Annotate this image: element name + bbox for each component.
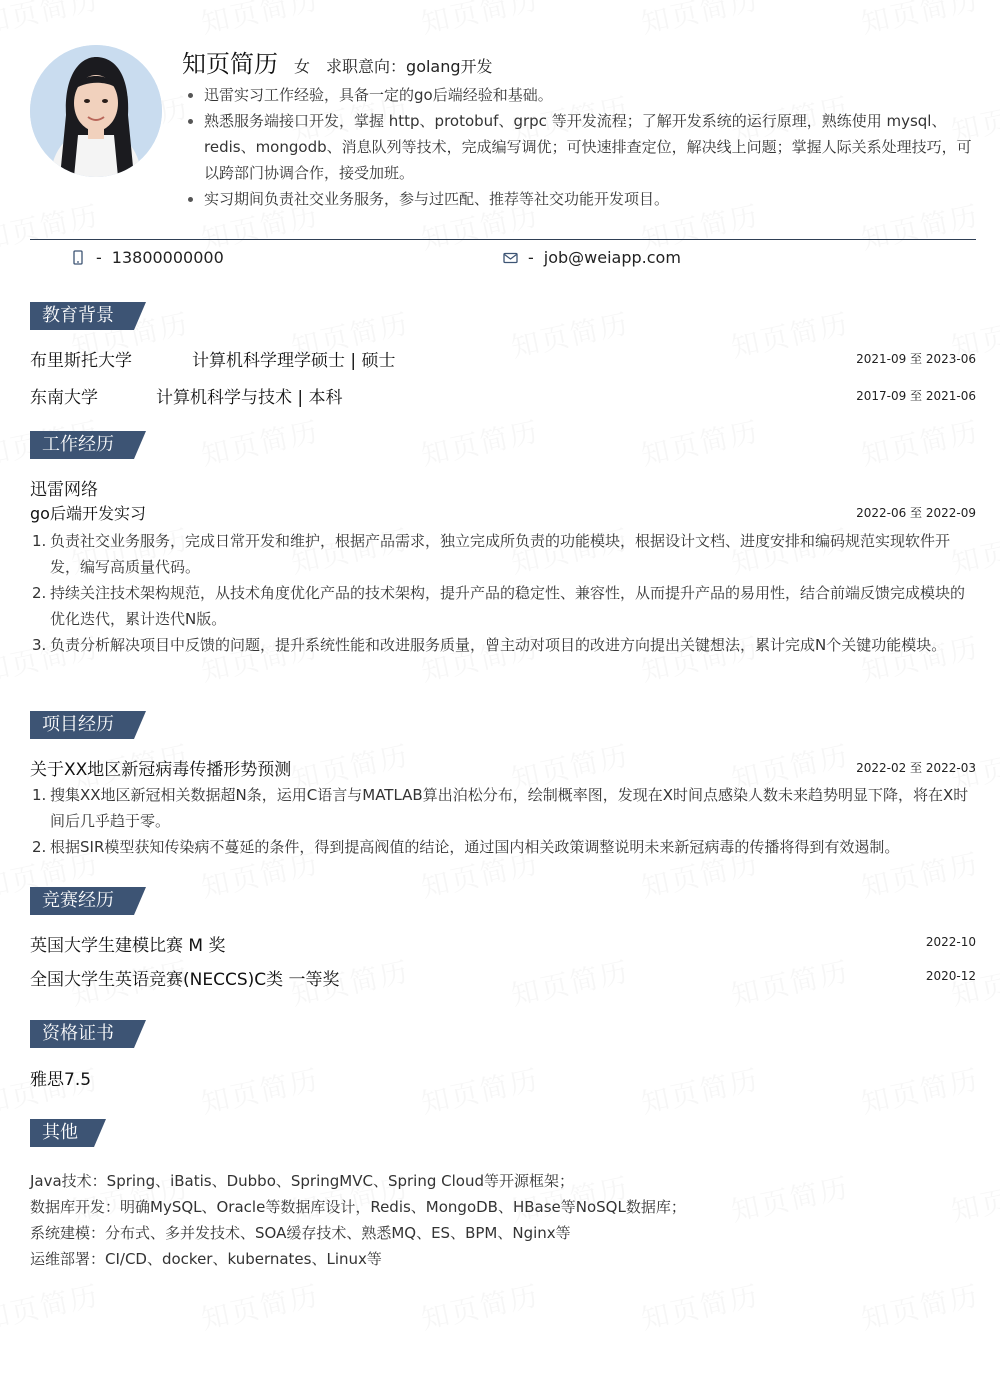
list-item-text: 根据SIR模型获知传染病不蔓延的条件，得到提高阀值的结论，通过国内相关政策调整说明未来新冠病毒的传播将得到有效遏制。	[50, 838, 900, 856]
company-name: 迅雷网络	[30, 480, 98, 500]
section-title-other: 其他	[30, 1119, 94, 1147]
date: 2022-10	[925, 935, 976, 949]
contact-bar	[30, 240, 976, 284]
resume-page	[30, 0, 976, 1268]
phone-contact	[70, 248, 224, 267]
certificate-item: 雅思7.5	[30, 1070, 92, 1090]
job-intent: golang开发	[406, 57, 493, 76]
watermark-text	[637, 410, 763, 474]
candidate-name: 知页简历	[182, 50, 278, 78]
phone-number: 13800000000	[111, 248, 224, 267]
skill-line: 数据库开发：明确MySQL、Oracle等数据库设计，Redis、MongoDB、HBase等NoSQL数据库；	[30, 1198, 686, 1216]
email-address[interactable]: job@weiapp.com	[543, 248, 681, 267]
section-title-competition: 竞赛经历	[30, 887, 134, 915]
list-item: 2. 持续关注技术架构规范，从技术角度优化产品的技术架构，提升产品的稳定性、兼容性，从而提升产品的易用性，结合前端反馈完成模块的优化迭代，累计迭代N版。	[32, 584, 966, 628]
award-name: 英国大学生建模比赛 M 奖	[30, 936, 226, 956]
date-range: 2022-02 至 2022-03	[856, 761, 976, 775]
skill-line: 系统建模：分布式、多并发技术、SOA缓存技术、熟悉MQ、ES、BPM、Nginx等	[30, 1224, 571, 1242]
watermark-text	[857, 1274, 983, 1338]
competition-row	[30, 931, 976, 956]
section-title-certificates: 资格证书	[30, 1020, 134, 1048]
other-skills	[30, 1168, 976, 1272]
watermark-text	[0, 1274, 103, 1338]
degree-major: 计算机科学与技术 | 本科	[156, 388, 343, 408]
avatar-photo-icon	[30, 45, 162, 177]
list-item: 3. 负责分析解决项目中反馈的问题，提升系统性能和改进服务质量，曾主动对项目的改进方向提出关键想法，累计完成N个关键功能模块。	[32, 636, 947, 654]
competition-row	[30, 965, 976, 990]
skill-line: Java技术：Spring、iBatis、Dubbo、SpringMVC、Spring Cloud等开源框架；	[30, 1172, 574, 1190]
email-contact	[502, 248, 681, 267]
list-item: 1. 搜集XX地区新冠相关数据超N条，运用C语言与MATLAB算出泊松分布，绘制概率图，发现在X时间点感染人数未来趋势明显下降，将在X时间后几乎趋于零。	[32, 786, 969, 830]
degree-major: 计算机科学理学硕士 | 硕士	[192, 351, 396, 371]
list-item: 1. 负责社交业务服务，完成日常开发和维护，根据产品需求，独立完成所负责的功能模块，根据设计文档、进度安排和编码规范实现软件开发，编写高质量代码。	[32, 532, 951, 576]
section-title-education: 教育背景	[30, 302, 134, 330]
date-range: 2017-09 至 2021-06	[856, 389, 976, 403]
watermark-text	[857, 410, 983, 474]
list-item-text: 搜集XX地区新冠相关数据超N条，运用C语言与MATLAB算出泊松分布，绘制概率图，发现在X时间点感染人数未来趋势明显下降，将在X时间后几乎趋于零。	[50, 786, 969, 830]
mail-icon	[502, 250, 518, 266]
summary-item: 熟悉服务端接口开发，掌握 http、protobuf、grpc 等开发流程；了解开发系统的运行原理，熟练使用 mysql、redis、mongodb、消息队列等技术，完成编写调优；可快速排查定位，解决线上问题；掌握人际关系处理技巧，可以跨部门协调合作，接受加班。	[186, 108, 976, 186]
job-intent-label: 求职意向：	[326, 57, 407, 76]
watermark-text	[417, 1274, 543, 1338]
contact-separator: -	[528, 248, 534, 267]
watermark-text	[197, 410, 323, 474]
date-range: 2021-09 至 2023-06	[856, 352, 976, 366]
job-role: go后端开发实习	[30, 504, 146, 523]
work-role-row	[30, 501, 976, 524]
contact-separator: -	[96, 248, 102, 267]
list-item-text: 持续关注技术架构规范，从技术角度优化产品的技术架构，提升产品的稳定性、兼容性，从而提升产品的易用性，结合前端反馈完成模块的优化迭代，累计迭代N版。	[50, 584, 966, 628]
education-row	[30, 346, 976, 371]
date-range: 2022-06 至 2022-09	[856, 506, 976, 520]
watermark-text	[197, 1274, 323, 1338]
candidate-gender: 女	[294, 57, 311, 76]
project-row	[30, 755, 976, 780]
school-name: 布里斯托大学	[30, 351, 132, 371]
summary-item: 实习期间负责社交业务服务，参与过匹配、推荐等社交功能开发项目。	[186, 186, 976, 212]
watermark-text	[637, 1274, 763, 1338]
section-title-project: 项目经历	[30, 711, 134, 739]
summary-item: 迅雷实习工作经验，具备一定的go后端经验和基础。	[186, 82, 976, 108]
name-line	[182, 44, 493, 79]
skill-line: 运维部署：CI/CD、docker、kubernates、Linux等	[30, 1250, 382, 1268]
section-title-work: 工作经历	[30, 431, 134, 459]
project-points	[30, 782, 976, 860]
school-name: 东南大学	[30, 388, 98, 408]
date: 2020-12	[925, 969, 976, 983]
phone-icon	[70, 250, 86, 266]
work-points	[30, 528, 976, 658]
award-name: 全国大学生英语竞赛(NECCS)C类 一等奖	[30, 970, 340, 990]
list-item-text: 负责分析解决项目中反馈的问题，提升系统性能和改进服务质量，曾主动对项目的改进方向提出关键想法，累计完成N个关键功能模块。	[50, 636, 947, 654]
list-item-text: 负责社交业务服务，完成日常开发和维护，根据产品需求，独立完成所负责的功能模块，根据设计文档、进度安排和编码规范实现软件开发，编写高质量代码。	[50, 532, 951, 576]
resume-header	[30, 0, 976, 240]
avatar	[30, 45, 162, 177]
watermark-text	[417, 410, 543, 474]
list-item: 2. 根据SIR模型获知传染病不蔓延的条件，得到提高阀值的结论，通过国内相关政策调整说明未来新冠病毒的传播将得到有效遏制。	[32, 838, 900, 856]
summary-list	[186, 82, 976, 212]
education-row	[30, 383, 976, 408]
project-name: 关于XX地区新冠病毒传播形势预测	[30, 760, 292, 780]
